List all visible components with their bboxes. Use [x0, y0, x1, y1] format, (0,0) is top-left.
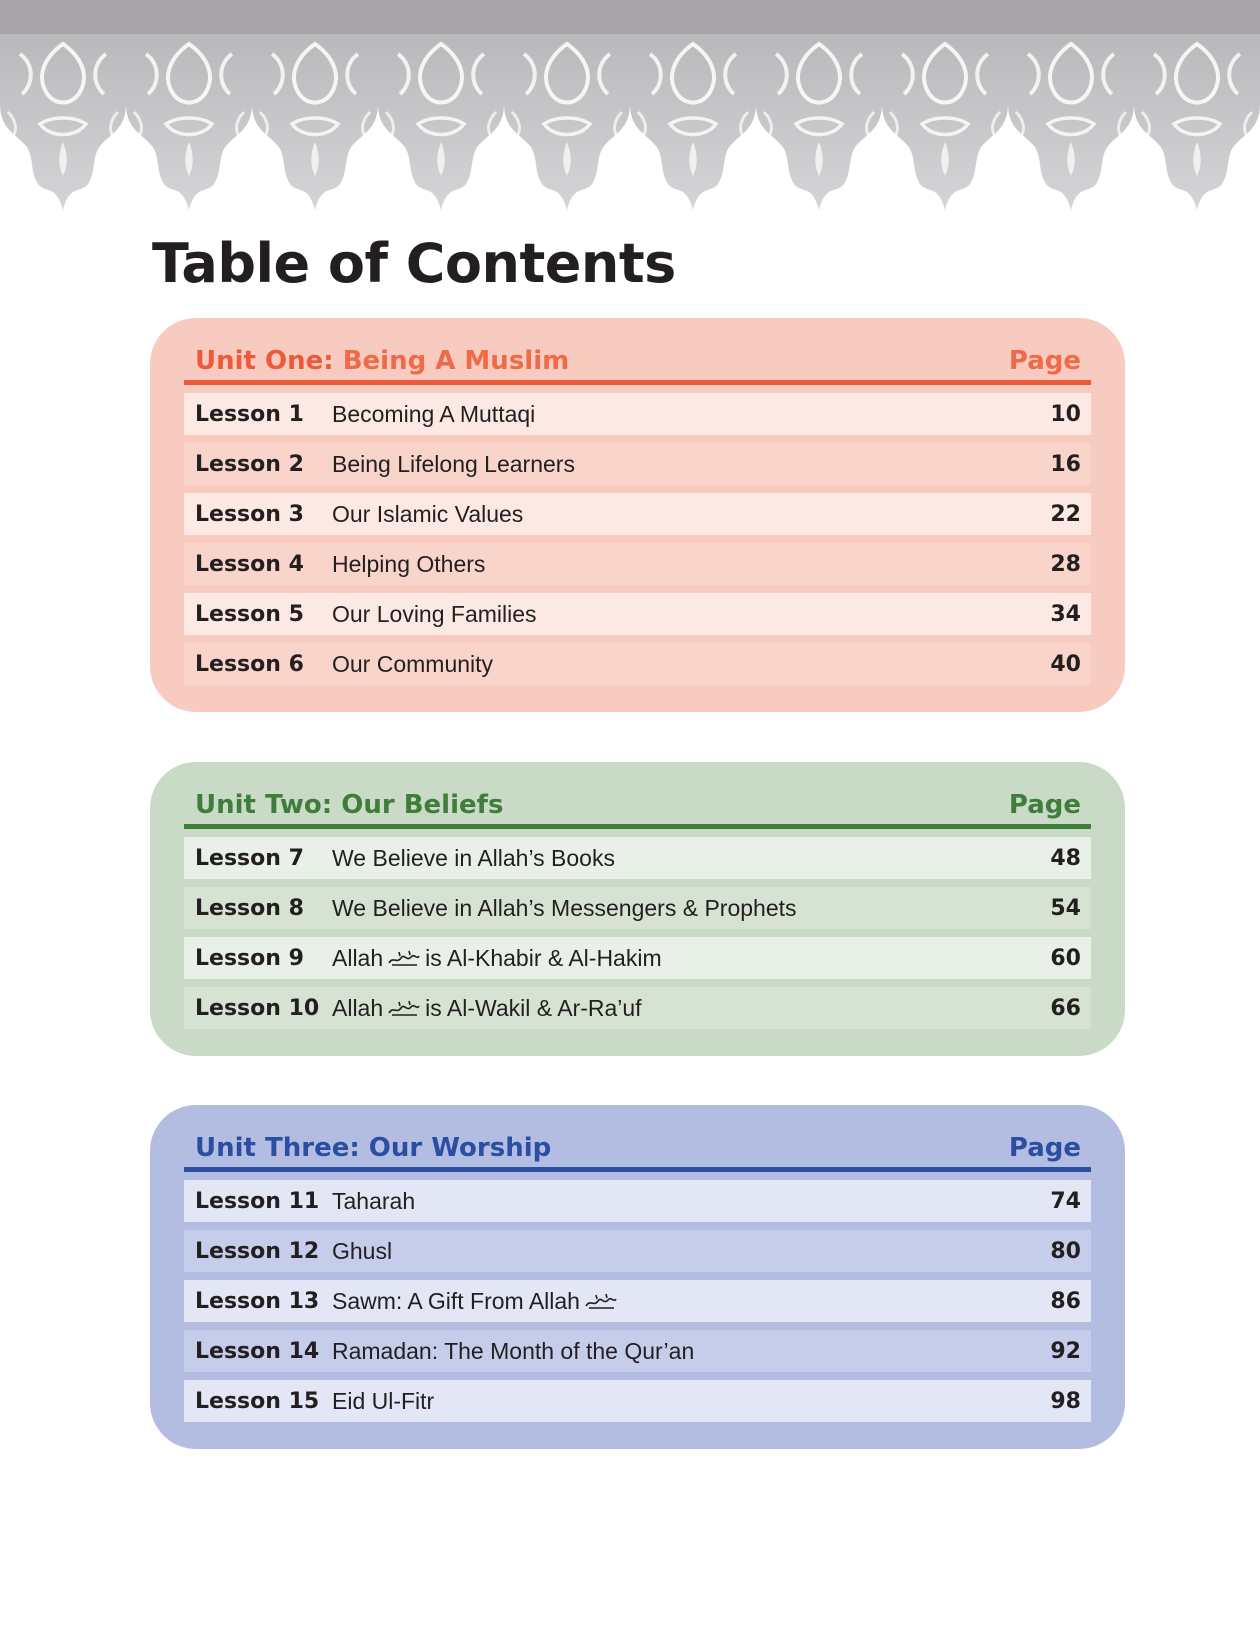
lesson-row[interactable] [184, 593, 1091, 635]
lesson-title: We Believe in Allah’s Messengers & Prophets [332, 894, 797, 921]
lesson-number: Lesson 1 [195, 401, 304, 427]
lesson-title: Our Islamic Values [332, 500, 524, 527]
lesson-title-part: Sawm: A Gift From Allah [332, 1287, 580, 1314]
page-column-label: Page [1008, 1133, 1081, 1163]
lesson-row[interactable] [184, 1380, 1091, 1422]
lesson-row[interactable] [184, 837, 1091, 879]
unit-header [184, 782, 1091, 829]
lesson-number: Lesson 5 [195, 601, 304, 627]
lesson-page: 16 [1050, 451, 1081, 477]
unit-name: Being A Muslim [333, 346, 570, 376]
unit-header [184, 338, 1091, 385]
lesson-title [332, 1288, 1021, 1315]
unit-header [184, 1125, 1091, 1172]
lesson-page: 86 [1050, 1288, 1081, 1314]
lesson-title: We Believe in Allah’s Books [332, 844, 615, 871]
unit-title [195, 1133, 551, 1163]
unit-title [195, 346, 569, 376]
unit-name: Our Beliefs [332, 790, 504, 820]
page-column-label: Page [1008, 346, 1081, 376]
lesson-number: Lesson 2 [195, 451, 304, 477]
lesson-row[interactable] [184, 1230, 1091, 1272]
lesson-number: Lesson 15 [195, 1388, 320, 1414]
lesson-page: 66 [1050, 995, 1081, 1021]
unit-label: Unit Three: [195, 1133, 360, 1163]
lesson-row[interactable] [184, 1280, 1091, 1322]
lesson-title: Helping Others [332, 550, 486, 577]
lesson-number: Lesson 14 [195, 1338, 320, 1364]
subhanahu-wa-taala-calligraphy-icon [387, 948, 421, 968]
lesson-title: Being Lifelong Learners [332, 450, 575, 477]
unit-name: Our Worship [359, 1133, 552, 1163]
lesson-number: Lesson 11 [195, 1188, 320, 1214]
lesson-row[interactable] [184, 443, 1091, 485]
lesson-title [332, 945, 1021, 972]
subhanahu-wa-taala-calligraphy-icon [387, 998, 421, 1018]
lesson-number: Lesson 13 [195, 1288, 320, 1314]
lesson-number: Lesson 9 [195, 945, 304, 971]
page-title: Table of Contents [152, 232, 676, 295]
lesson-title-part: Allah [332, 944, 384, 971]
lesson-page: 60 [1050, 945, 1081, 971]
lesson-title-part: Allah [332, 994, 384, 1021]
lesson-page: 34 [1050, 601, 1081, 627]
lesson-number: Lesson 10 [195, 995, 320, 1021]
lesson-page: 10 [1050, 401, 1081, 427]
lesson-row[interactable] [184, 643, 1091, 685]
top-gray-bar [0, 0, 1260, 34]
lesson-row[interactable] [184, 937, 1091, 979]
lesson-title: Taharah [332, 1187, 416, 1214]
arabesque-border-ornament-icon [0, 34, 1260, 210]
lesson-page: 74 [1050, 1188, 1081, 1214]
unit-one-box [150, 318, 1125, 712]
unit-two-box [150, 762, 1125, 1056]
lesson-number: Lesson 6 [195, 651, 304, 677]
lesson-row[interactable] [184, 1330, 1091, 1372]
unit-label: Unit Two: [195, 790, 333, 820]
lesson-page: 48 [1050, 845, 1081, 871]
lesson-number: Lesson 4 [195, 551, 304, 577]
lesson-title-part: is Al-Khabir & Al-Hakim [425, 944, 662, 971]
lesson-number: Lesson 7 [195, 845, 304, 871]
lesson-row[interactable] [184, 393, 1091, 435]
lesson-row[interactable] [184, 493, 1091, 535]
lesson-row[interactable] [184, 543, 1091, 585]
lesson-row[interactable] [184, 1180, 1091, 1222]
lesson-title [332, 995, 1021, 1022]
page-column-label: Page [1008, 790, 1081, 820]
lesson-row[interactable] [184, 887, 1091, 929]
unit-label: Unit One: [195, 346, 334, 376]
lesson-page: 28 [1050, 551, 1081, 577]
lesson-title-part: is Al-Wakil & Ar-Ra’uf [425, 994, 642, 1021]
lesson-number: Lesson 12 [195, 1238, 320, 1264]
unit-three-box [150, 1105, 1125, 1449]
lesson-row[interactable] [184, 987, 1091, 1029]
lesson-page: 80 [1050, 1238, 1081, 1264]
lesson-title: Eid Ul-Fitr [332, 1387, 435, 1414]
lesson-title: Our Community [332, 650, 494, 677]
lesson-title: Ramadan: The Month of the Qur’an [332, 1337, 695, 1364]
lesson-title: Our Loving Families [332, 600, 537, 627]
lesson-number: Lesson 8 [195, 895, 304, 921]
lesson-page: 54 [1050, 895, 1081, 921]
unit-title [195, 790, 503, 820]
lesson-title: Ghusl [332, 1237, 393, 1264]
lesson-page: 40 [1050, 651, 1081, 677]
lesson-page: 22 [1050, 501, 1081, 527]
lesson-title: Becoming A Muttaqi [332, 400, 536, 427]
subhanahu-wa-taala-calligraphy-icon [584, 1291, 618, 1311]
lesson-page: 98 [1050, 1388, 1081, 1414]
lesson-page: 92 [1050, 1338, 1081, 1364]
lesson-number: Lesson 3 [195, 501, 304, 527]
